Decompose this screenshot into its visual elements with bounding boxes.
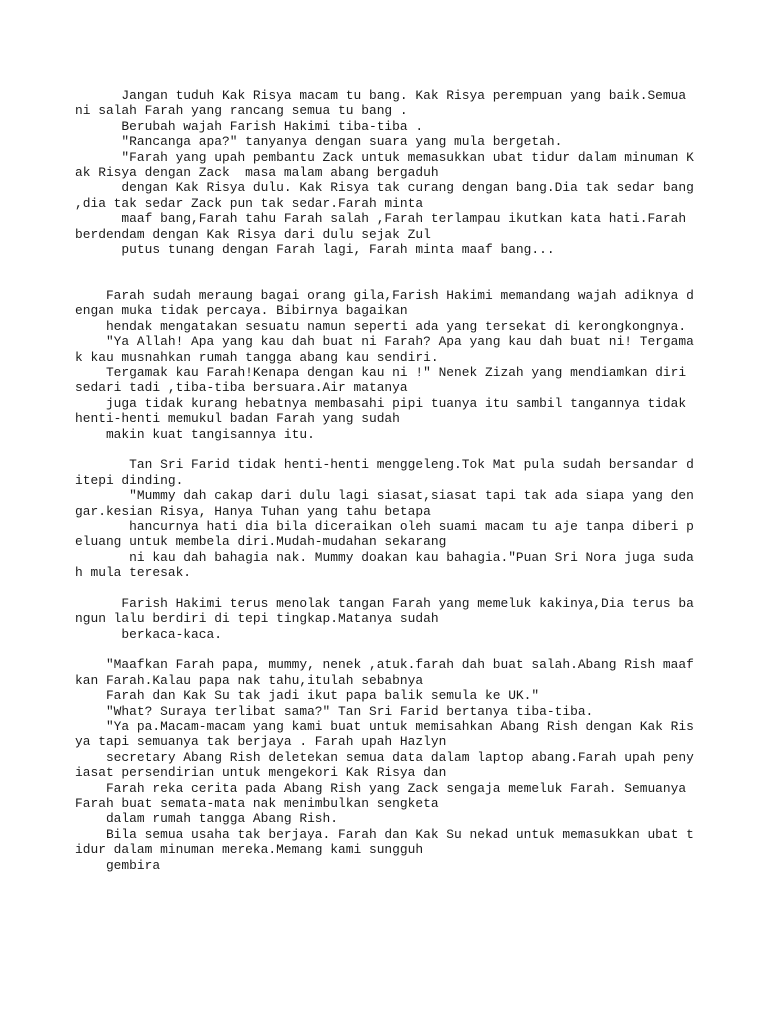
text-line: Tergamak kau Farah!Kenapa dengan kau ni !" Nenek Zizah yang mendiamkan diri — [75, 365, 687, 381]
text-line: Berubah wajah Farish Hakimi tiba-tiba . — [75, 118, 424, 134]
text-line: "Maafkan Farah papa, mummy, nenek ,atuk.farah dah buat salah.Abang Rish maaf — [75, 657, 694, 673]
text-line: sedari tadi ,tiba-tiba bersuara.Air matanya — [75, 380, 408, 396]
text-line: berdendam dengan Kak Risya dari dulu sejak Zul — [75, 226, 431, 242]
paragraph-spacer — [75, 442, 685, 457]
text-line: berkaca-kaca. — [75, 626, 222, 642]
text-line: secretary Abang Rish deletekan semua data dalam laptop abang.Farah upah peny — [75, 749, 694, 765]
paragraph — [75, 288, 694, 442]
text-line: Farah buat semata-mata nak menimbulkan sengketa — [75, 795, 439, 811]
text-line: maaf bang,Farah tahu Farah salah ,Farah terlampau ikutkan kata hati.Farah — [75, 211, 687, 227]
document-page — [75, 88, 694, 873]
text-line: henti-henti memukul badan Farah yang sudah — [75, 411, 400, 427]
text-line: ya tapi semuanya tak berjaya . Farah upah Hazlyn — [75, 734, 447, 750]
text-line: k kau musnahkan rumah tangga abang kau sendiri. — [75, 349, 439, 365]
text-line: Farish Hakimi terus menolak tangan Farah yang memeluk kakinya,Dia terus ba — [75, 595, 694, 611]
paragraph-spacer — [75, 581, 685, 596]
text-line: engan muka tidak percaya. Bibirnya bagaikan — [75, 303, 408, 319]
text-line: "Rancanga apa?" tanyanya dengan suara yang mula bergetah. — [75, 134, 563, 150]
text-line: juga tidak kurang hebatnya membasahi pipi tuanya itu sambil tangannya tidak — [75, 395, 687, 411]
text-line: Farah dan Kak Su tak jadi ikut papa balik semula ke UK." — [75, 688, 540, 704]
paragraph — [75, 595, 694, 642]
text-line: kan Farah.Kalau papa nak tahu,itulah sebabnya — [75, 672, 424, 688]
text-line: h mula teresak. — [75, 565, 192, 581]
text-line: dalam rumah tangga Abang Rish. — [75, 811, 339, 827]
text-line: ,dia tak sedar Zack pun tak sedar.Farah minta — [75, 195, 424, 211]
text-line: hancurnya hati dia bila diceraikan oleh suami macam tu aje tanpa diberi p — [75, 518, 694, 534]
text-line: ni salah Farah yang rancang semua tu bang . — [75, 103, 408, 119]
text-line: Tan Sri Farid tidak henti-henti menggeleng.Tok Mat pula sudah bersandar d — [75, 457, 694, 473]
text-line: Jangan tuduh Kak Risya macam tu bang. Kak Risya perempuan yang baik.Semua — [75, 88, 687, 103]
text-line: idur dalam minuman mereka.Memang kami sungguh — [75, 842, 424, 858]
paragraph — [75, 657, 694, 873]
text-line: ngun lalu berdiri di tepi tingkap.Matanya sudah — [75, 611, 439, 627]
paragraph-spacer — [75, 642, 685, 657]
text-line: "Mummy dah cakap dari dulu lagi siasat,siasat tapi tak ada siapa yang den — [75, 488, 694, 504]
text-line: "Ya Allah! Apa yang kau dah buat ni Farah? Apa yang kau dah buat ni! Tergama — [75, 334, 694, 350]
paragraph-spacer — [75, 257, 685, 288]
text-line: "Farah yang upah pembantu Zack untuk memasukkan ubat tidur dalam minuman K — [75, 149, 694, 165]
text-line: iasat persendirian untuk mengekori Kak Risya dan — [75, 765, 447, 781]
text-line: itepi dinding. — [75, 472, 184, 488]
text-line: hendak mengatakan sesuatu namun seperti ada yang tersekat di kerongkongnya. — [75, 318, 687, 334]
paragraph — [75, 457, 694, 581]
text-line: dengan Kak Risya dulu. Kak Risya tak curang dengan bang.Dia tak sedar bang — [75, 180, 694, 196]
text-line: gar.kesian Risya, Hanya Tuhan yang tahu betapa — [75, 503, 431, 519]
text-line: eluang untuk membela diri.Mudah-mudahan sekarang — [75, 534, 447, 550]
text-line: gembira — [75, 857, 161, 873]
text-line: Farah sudah meraung bagai orang gila,Farish Hakimi memandang wajah adiknya d — [75, 288, 694, 304]
text-line: ni kau dah bahagia nak. Mummy doakan kau bahagia."Puan Sri Nora juga suda — [75, 549, 694, 565]
paragraph — [75, 88, 694, 257]
text-line: Farah reka cerita pada Abang Rish yang Zack sengaja memeluk Farah. Semuanya — [75, 780, 687, 796]
text-line: putus tunang dengan Farah lagi, Farah minta maaf bang... — [75, 241, 555, 257]
text-line: makin kuat tangisannya itu. — [75, 426, 315, 442]
text-line: "Ya pa.Macam-macam yang kami buat untuk memisahkan Abang Rish dengan Kak Ris — [75, 719, 694, 735]
text-line: Bila semua usaha tak berjaya. Farah dan Kak Su nekad untuk memasukkan ubat t — [75, 826, 694, 842]
text-line: "What? Suraya terlibat sama?" Tan Sri Farid bertanya tiba-tiba. — [75, 703, 594, 719]
text-line: ak Risya dengan Zack masa malam abang bergaduh — [75, 164, 439, 180]
